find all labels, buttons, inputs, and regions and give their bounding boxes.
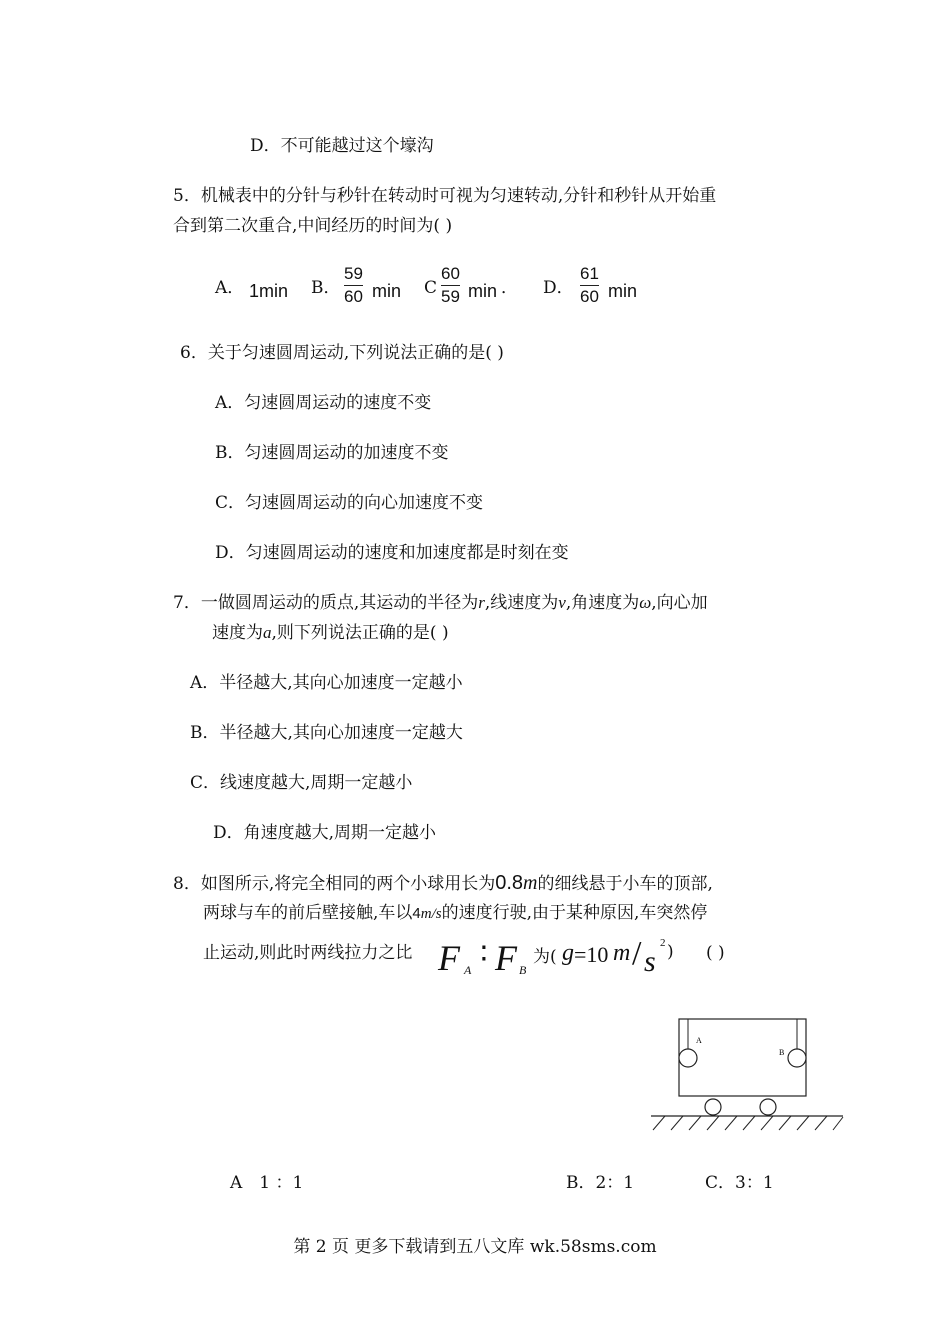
q5-d-denominator: 60 [580, 287, 599, 306]
q8-g: g [562, 940, 574, 966]
q5-option-a-label: A． [215, 278, 245, 298]
q6-option-c: C．匀速圆周运动的向心加速度不变 [215, 493, 484, 513]
q5-option-d-label: D． [543, 278, 574, 298]
q7-text: 速度为 [212, 623, 263, 643]
q7-option-c: C．线速度越大,周期一定越小 [190, 773, 413, 793]
q8-option-a: A 1 ：1 [230, 1173, 304, 1193]
q8-text: 的细线悬于小车的顶部, [537, 874, 713, 894]
q8-stem-line3: 止运动,则此时两线拉力之比 [203, 943, 413, 963]
q8-ratio-colon: ∶ [480, 937, 488, 972]
q8-g-value: =10 [574, 942, 609, 967]
q6-option-d: D．匀速圆周运动的速度和加速度都是时刻在变 [215, 543, 569, 563]
page-footer: 第 2 页 更多下载请到五八文库 wk.58sms.com [293, 1237, 657, 1257]
q7-option-d: D．角速度越大,周期一定越小 [213, 823, 437, 843]
q8-formula [438, 937, 708, 987]
q5-c-unit: min [468, 281, 498, 301]
label-a: A [696, 1036, 702, 1045]
q8-speed-value: 4 [412, 905, 421, 922]
q8-speed-unit: m/s [420, 906, 442, 922]
q8-force-b: F [495, 938, 517, 978]
ball-a [679, 1049, 697, 1067]
q8-squared: 2 [660, 937, 666, 949]
q8-slash: / [632, 935, 642, 972]
q5-option-b-fraction [344, 264, 363, 307]
q8-close-paren: ) [667, 942, 674, 962]
label-b: B [779, 1048, 785, 1057]
q5-c-denominator: 59 [441, 287, 460, 306]
q5-d-numerator: 61 [580, 264, 599, 283]
fraction-bar [580, 285, 599, 286]
q5-stem-line2: 合到第二次重合,中间经历的时间为( ) [173, 216, 453, 236]
q8-text: 的速度行驶,由于某种原因,车突然停 [441, 903, 708, 923]
q8-length-value: 0.8 [495, 872, 524, 894]
ball-b [788, 1049, 806, 1067]
q7-text: ,角速度为 [565, 593, 640, 613]
q8-sub-b: B [519, 963, 527, 977]
q8-answer-blank: ( ) [706, 943, 725, 963]
q8-s: s [644, 945, 656, 978]
q7-stem-line2 [212, 622, 449, 644]
q8-stem-line2 [203, 902, 707, 925]
q7-text: 7．一做圆周运动的质点,其运动的半径为 [173, 593, 479, 613]
wheel-left [705, 1099, 721, 1115]
q7-symbol-v: v [558, 593, 566, 612]
q7-option-b: B．半径越大,其向心加速度一定越大 [190, 723, 463, 743]
q8-length-unit: m [523, 872, 538, 894]
wheel-right [760, 1099, 776, 1115]
q8-stem-line1 [173, 872, 713, 895]
q5-c-numerator: 60 [441, 264, 460, 283]
q5-b-unit: min [372, 281, 402, 301]
q5-b-denominator: 60 [344, 287, 363, 306]
q8-m: m [613, 940, 631, 966]
q7-text: ,线速度为 [484, 593, 559, 613]
q7-text: ,向心加 [651, 593, 708, 613]
q7-option-a: A．半径越大,其向心加速度一定越小 [190, 673, 463, 693]
q5-c-dot: ． [501, 278, 518, 298]
cart-body [679, 1019, 806, 1096]
q8-option-c: C．3：1 [705, 1173, 774, 1193]
q5-stem-line1: 5．机械表中的分针与秒针在转动时可视为匀速转动,分针和秒针从开始重 [173, 186, 717, 206]
q8-text: 两球与车的前后壁接触,车以 [203, 903, 413, 923]
q8-force-a: F [438, 938, 460, 978]
q7-stem-line1 [173, 592, 708, 614]
q6-option-b: B．匀速圆周运动的加速度不变 [215, 443, 449, 463]
q7-symbol-omega: ω [639, 593, 652, 612]
q5-option-b-label: B． [311, 278, 341, 298]
q8-text: 8．如图所示,将完全相同的两个小球用长为 [173, 874, 496, 894]
q5-option-a-value: 1min [249, 281, 289, 301]
q4-option-d: D．不可能越过这个壕沟 [250, 136, 434, 156]
q5-option-d-fraction [580, 264, 599, 307]
q6-option-a: A．匀速圆周运动的速度不变 [215, 393, 432, 413]
q8-wei: 为( [533, 947, 557, 967]
q5-option-c-fraction [441, 264, 460, 307]
q7-text: ,则下列说法正确的是( ) [271, 623, 449, 643]
q8-sub-a: A [464, 963, 472, 977]
q5-b-numerator: 59 [344, 264, 363, 283]
ground-hatch [653, 1116, 843, 1130]
q7-symbol-a: a [263, 623, 272, 642]
q7-symbol-r: r [478, 593, 485, 612]
fraction-bar [344, 285, 363, 286]
q8-option-b: B．2：1 [566, 1173, 635, 1193]
q5-option-c-label: C [424, 278, 438, 298]
fraction-bar [441, 285, 460, 286]
q5-d-unit: min [608, 281, 638, 301]
cart-diagram [645, 1015, 850, 1135]
q6-stem: 6．关于匀速圆周运动,下列说法正确的是( ) [180, 343, 504, 363]
